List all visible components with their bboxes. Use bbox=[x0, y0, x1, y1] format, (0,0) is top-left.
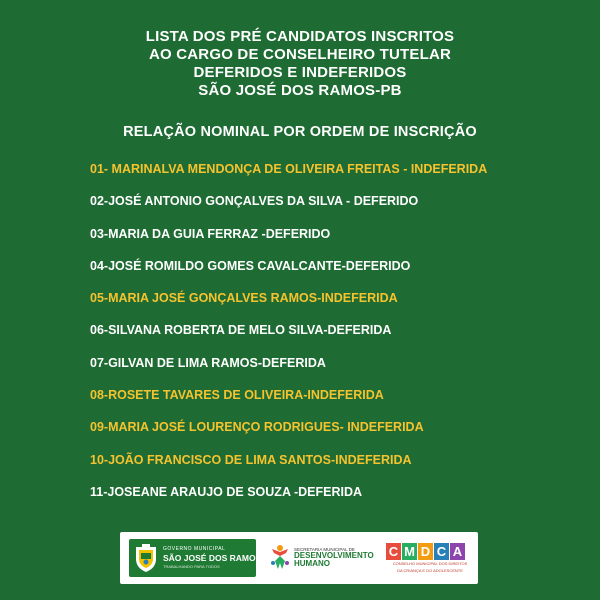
candidate-item: 05-MARIA JOSÉ GONÇALVES RAMOS-INDEFERIDA bbox=[90, 291, 398, 306]
prefeitura-logo bbox=[129, 539, 262, 577]
footer-logos-bar bbox=[120, 532, 478, 584]
cmdca-letter: D bbox=[418, 543, 433, 560]
cmdca-letter: M bbox=[402, 543, 417, 560]
candidate-item: 07-GILVAN DE LIMA RAMOS-DEFERIDA bbox=[90, 355, 326, 370]
cmdca-letter: C bbox=[434, 543, 449, 560]
candidate-item: 04-JOSÉ ROMILDO GOMES CAVALCANTE-DEFERIDO bbox=[90, 258, 411, 273]
secretaria-name-2: HUMANO bbox=[294, 559, 330, 569]
candidate-item: 01- MARINALVA MENDONÇA DE OLIVEIRA FREITAS - INDEFERIDA bbox=[90, 162, 488, 176]
secretaria-name-1: DESENVOLVIMENTO bbox=[294, 551, 374, 561]
candidate-item: 06-SILVANA ROBERTA DE MELO SILVA-DEFERIDA bbox=[90, 323, 392, 338]
cmdca-letters bbox=[386, 543, 474, 560]
prefeitura-small-text: GOVERNO MUNICIPAL bbox=[163, 546, 226, 553]
secretaria-logo bbox=[268, 543, 380, 573]
candidate-item: 10-JOÃO FRANCISCO DE LIMA SANTOS-INDEFERIDA bbox=[90, 452, 412, 467]
candidate-list bbox=[90, 160, 590, 515]
page-title bbox=[0, 28, 600, 100]
page-subtitle: RELAÇÃO NOMINAL POR ORDEM DE INSCRIÇÃO bbox=[123, 124, 477, 140]
cmdca-letter: C bbox=[386, 543, 401, 560]
cmdca-letter: A bbox=[450, 543, 465, 560]
secretaria-small-text: SECRETARIA MUNICIPAL DE bbox=[294, 546, 355, 552]
cmdca-logo bbox=[386, 543, 474, 574]
candidate-item: 02-JOSÉ ANTONIO GONÇALVES DA SILVA - DEFERIDO bbox=[90, 194, 419, 209]
title-line: DEFERIDOS E INDEFERIDOS bbox=[193, 64, 407, 81]
candidate-item: 08-ROSETE TAVARES DE OLIVEIRA-INDEFERIDA bbox=[90, 388, 384, 403]
title-line: LISTA DOS PRÉ CANDIDATOS INSCRITOS bbox=[145, 28, 455, 45]
municipal-seal-icon bbox=[133, 543, 159, 573]
candidate-item: 03-MARIA DA GUIA FERRAZ -DEFERIDO bbox=[90, 226, 331, 241]
candidate-item: 09-MARIA JOSÉ LOURENÇO RODRIGUES- INDEFERIDA bbox=[90, 420, 424, 435]
title-line: AO CARGO DE CONSELHEIRO TUTELAR bbox=[148, 46, 452, 63]
prefeitura-slogan: TRABALHANDO PARA TODOS bbox=[163, 563, 220, 569]
prefeitura-name: SÃO JOSÉ DOS RAMOS bbox=[163, 553, 262, 564]
candidate-item: 11-JOSEANE ARAUJO DE SOUZA -DEFERIDA bbox=[90, 484, 363, 499]
people-hands-icon bbox=[268, 543, 292, 573]
cmdca-subtitle-1: CONSELHO MUNICIPAL DOS DIREITOS bbox=[392, 560, 468, 566]
title-line: SÃO JOSÉ DOS RAMOS-PB bbox=[198, 82, 402, 99]
cmdca-subtitle-2: DA CRIANÇA E DO ADOLESCENTE bbox=[397, 567, 463, 573]
